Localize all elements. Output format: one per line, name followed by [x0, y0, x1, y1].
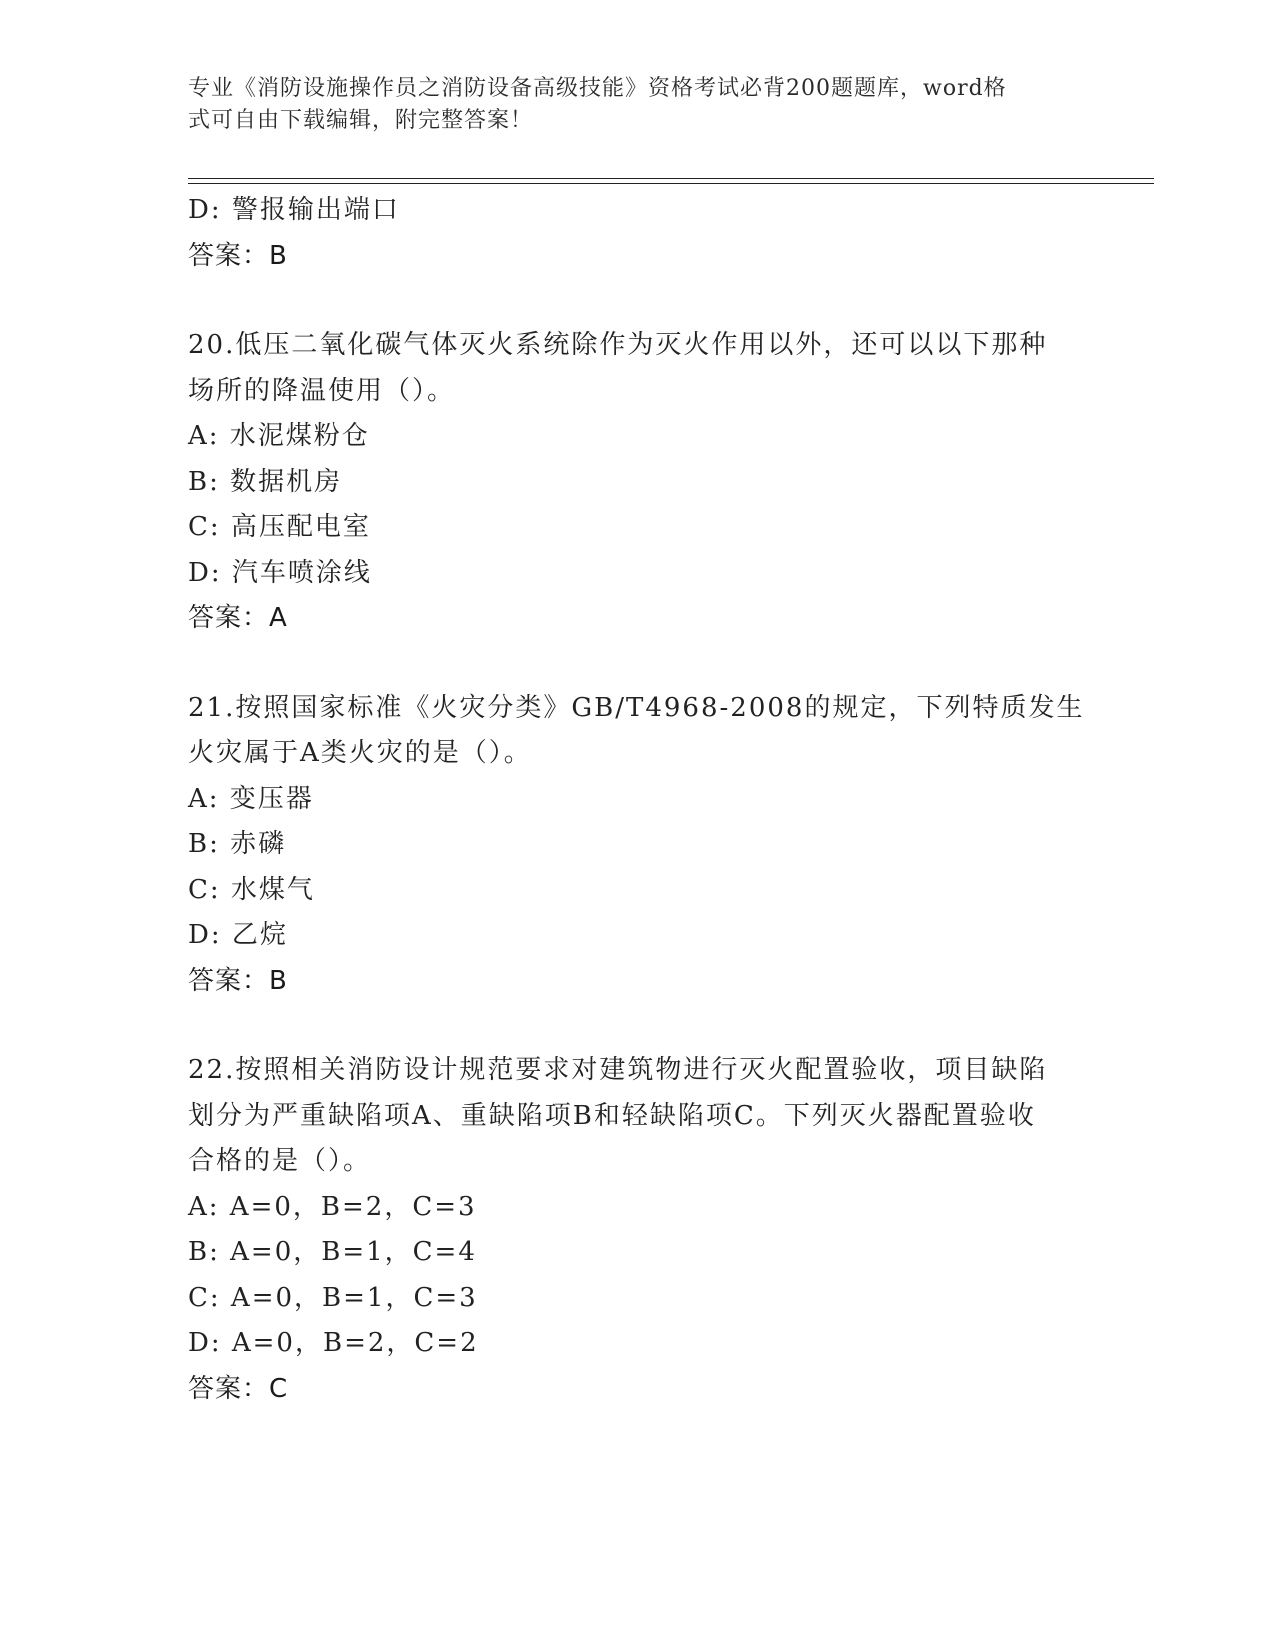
- option-d: D: 乙烷: [188, 920, 288, 950]
- question-stem: 合格的是（）。: [188, 1146, 372, 1176]
- answer-line: 答案：A: [188, 603, 288, 633]
- question-stem: 划分为严重缺陷项A、重缺陷项B和轻缺陷项C。下列灭火器配置验收: [188, 1100, 1036, 1131]
- option-d: D: 警报输出端口: [188, 195, 400, 225]
- question-19-tail: [188, 188, 1088, 279]
- answer-line: 答案：B: [188, 965, 288, 996]
- spacer: [188, 279, 1088, 323]
- answer-line: 答案：C: [188, 1373, 289, 1404]
- question-20: [188, 323, 1088, 642]
- document-header: [188, 73, 1068, 137]
- option-b: B: A=0，B=1，C=4: [188, 1237, 477, 1267]
- header-rule-thin: [188, 183, 1154, 184]
- spacer: [188, 642, 1088, 686]
- question-stem: 22.按照相关消防设计规范要求对建筑物进行灭火配置验收，项目缺陷: [188, 1055, 1048, 1085]
- option-b: B: 数据机房: [188, 466, 343, 497]
- option-a: A: 水泥煤粉仓: [188, 421, 370, 451]
- option-a: A: 变压器: [188, 783, 314, 814]
- question-stem: 21.按照国家标准《火灾分类》GB/T4968-2008的规定，下列特质发生: [188, 692, 1085, 723]
- option-c: C: A=0，B=1，C=3: [188, 1282, 478, 1313]
- question-stem: 火灾属于A类火灾的是（）。: [188, 738, 532, 768]
- option-c: C: 高压配电室: [188, 512, 371, 542]
- question-stem: 场所的降温使用（）。: [188, 375, 456, 406]
- header-line-2: 式可自由下载编辑，附完整答案！: [188, 108, 534, 133]
- option-d: D: A=0，B=2，C=2: [188, 1328, 479, 1358]
- option-b: B: 赤磷: [188, 829, 287, 859]
- question-stem: 20.低压二氧化碳气体灭火系统除作为灭火作用以外，还可以以下那种: [188, 330, 1048, 360]
- option-d: D: 汽车喷涂线: [188, 557, 372, 588]
- question-21: [188, 686, 1088, 1005]
- spacer: [188, 1004, 1088, 1048]
- question-22: [188, 1048, 1088, 1412]
- header-line-1: 专业《消防设施操作员之消防设备高级技能》资格考试必背200题题库，word格: [188, 76, 1007, 101]
- question-list: [188, 188, 1088, 1412]
- option-a: A: A=0，B=2，C=3: [188, 1191, 477, 1222]
- option-c: C: 水煤气: [188, 874, 315, 905]
- answer-line: 答案：B: [188, 240, 288, 271]
- header-rule-thick: [188, 178, 1154, 179]
